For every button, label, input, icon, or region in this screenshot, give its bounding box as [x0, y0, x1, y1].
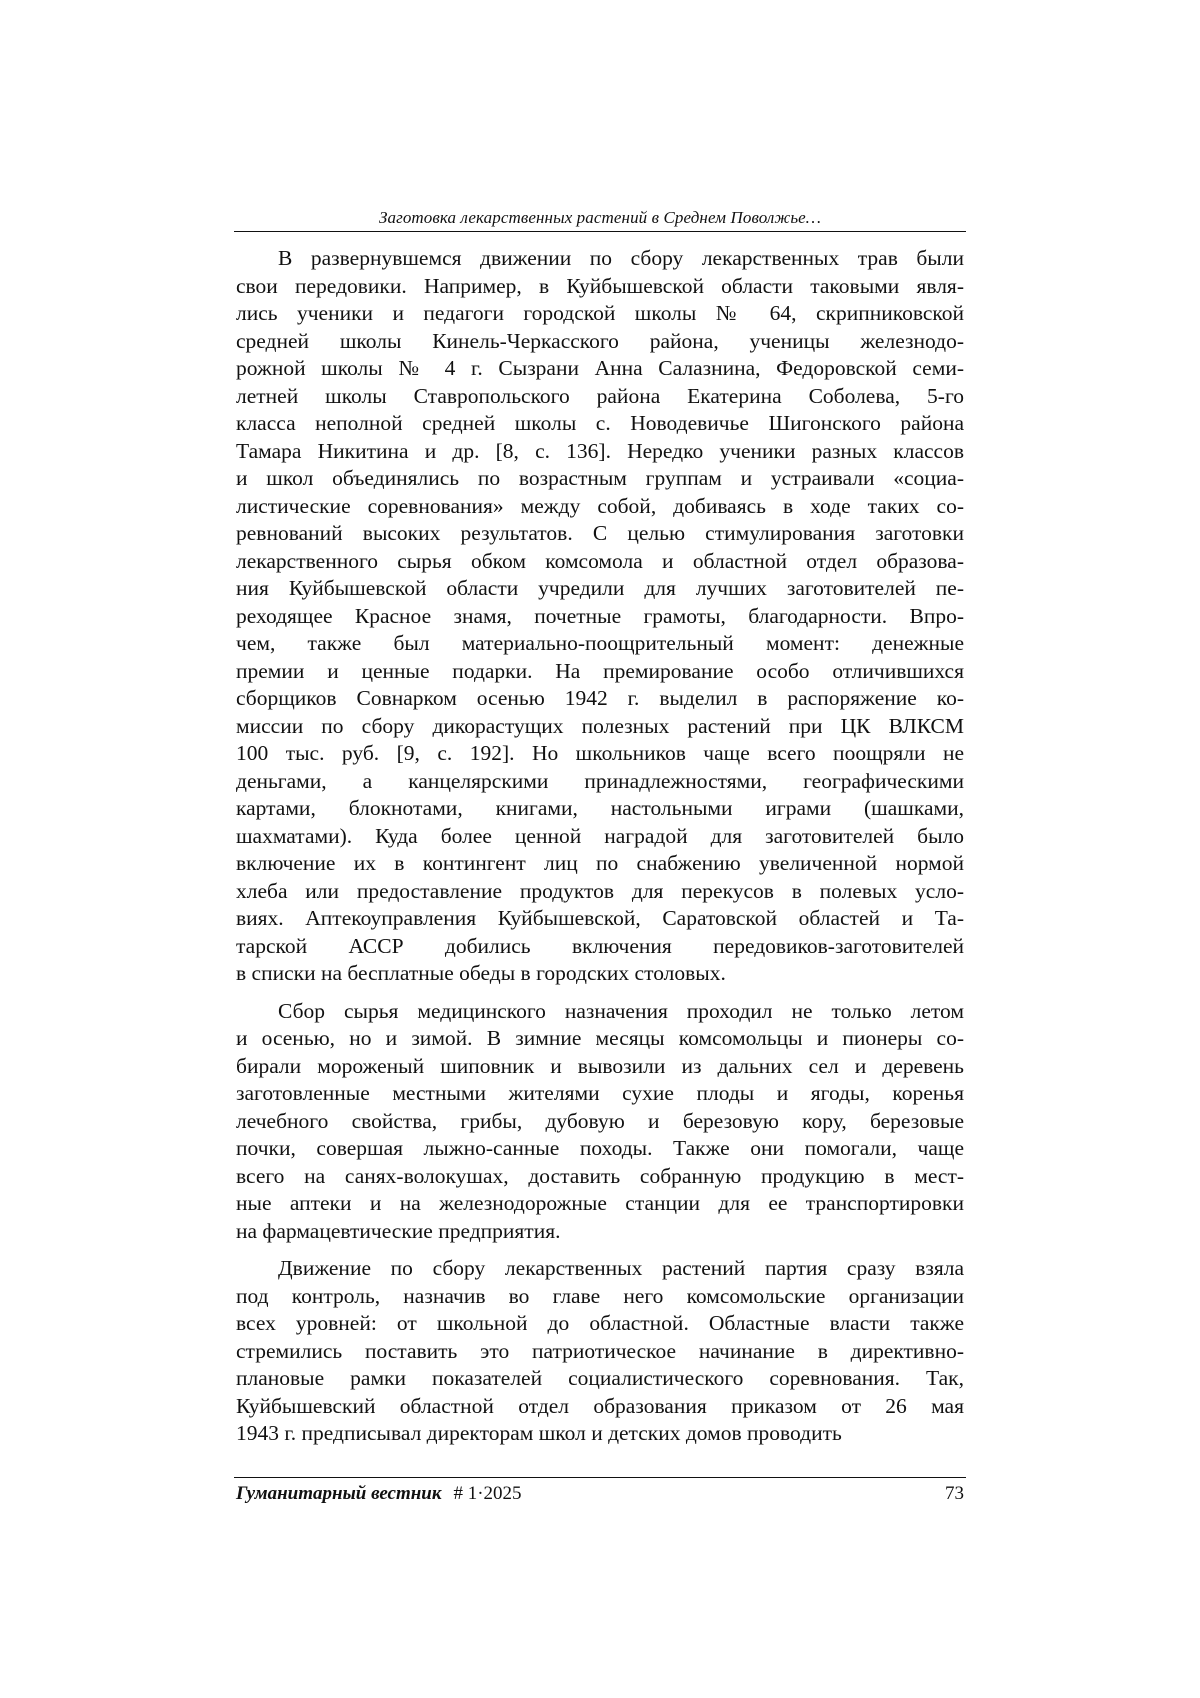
- text-line: Движение по сбору лекарственных растений партия сразу взяла: [278, 1256, 964, 1280]
- text-line: хлеба или предоставление продуктов для перекусов в полевых усло-: [236, 878, 964, 903]
- text-line: ные аптеки и на железнодорожные станции для ее транспортировки: [236, 1191, 964, 1215]
- paragraph-3: [236, 1255, 964, 1448]
- text-line: под контроль, назначив во главе него комсомольские организации: [236, 1283, 964, 1308]
- text-line: виях. Аптекоуправления Куйбышевской, Саратовской областей и Та-: [236, 906, 964, 930]
- text-line: и осенью, но и зимой. В зимние месяцы комсомольцы и пионеры со-: [236, 1026, 964, 1050]
- text-line: включение их в контингент лиц по снабжению увеличенной нормой: [236, 851, 964, 875]
- text-line: свои передовики. Например, в Куйбышевской области таковыми явля-: [236, 273, 964, 298]
- text-line: премии и ценные подарки. На премирование особо отличившихся: [236, 658, 964, 683]
- text-line: картами, блокнотами, книгами, настольными играми (шашками,: [236, 796, 964, 820]
- page-footer: [236, 1481, 964, 1507]
- text-line: листические соревнования» между собой, добиваясь в ходе таких со-: [236, 493, 964, 518]
- text-line: всех уровней: от школьной до областной. Областные власти также: [236, 1311, 964, 1335]
- text-line: миссии по сбору дикорастущих полезных растений при ЦК ВЛКСМ: [236, 713, 964, 738]
- text-line: летней школы Ставропольского района Екатерина Соболева, 5-го: [236, 383, 964, 408]
- text-line: в списки на бесплатные обеды в городских столовых.: [236, 961, 726, 985]
- text-line: лечебного свойства, грибы, дубовую и березовую кору, березовые: [236, 1108, 964, 1133]
- paragraph-2: [236, 998, 964, 1246]
- text-line: шахматами). Куда более ценной наградой для заготовителей было: [236, 823, 964, 848]
- text-line: бирали мороженый шиповник и вывозили из дальних сел и деревень: [236, 1053, 964, 1078]
- text-line: средней школы Кинель-Черкасского района, ученицы железнодо-: [236, 328, 964, 353]
- text-line: заготовленные местными жителями сухие плоды и ягоды, коренья: [236, 1081, 964, 1105]
- text-line: Сбор сырья медицинского назначения проходил не только летом: [278, 998, 964, 1023]
- header-rule: [234, 231, 966, 232]
- text-line: ния Куйбышевской области учредили для лучших заготовителей пе-: [236, 576, 964, 600]
- text-line: деньгами, а канцелярскими принадлежностями, географическими: [236, 768, 964, 793]
- text-line: Тамара Никитина и др. [8, с. 136]. Нередко ученики разных классов: [236, 438, 964, 463]
- text-line: класса неполной средней школы с. Новодевичье Шигонского района: [236, 411, 964, 435]
- running-head-title: Заготовка лекарственных растений в Среднем Поволжье…: [378, 208, 822, 227]
- text-line: ревнований высоких результатов. С целью стимулирования заготовки: [236, 521, 964, 545]
- text-line: плановые рамки показателей социалистического соревнования. Так,: [236, 1366, 964, 1390]
- text-line: лекарственного сырья обком комсомола и областной отдел образова-: [236, 548, 964, 573]
- text-line: стремились поставить это патриотическое начинание в директивно-: [236, 1338, 964, 1363]
- article-body: [236, 245, 964, 1458]
- footer-rule: [234, 1477, 966, 1478]
- text-line: 1943 г. предписывал директорам школ и детских домов проводить: [236, 1421, 842, 1445]
- page-number: 73: [945, 1483, 964, 1504]
- issue-number: # 1·2025: [453, 1483, 522, 1504]
- text-line: почки, совершая лыжно-санные походы. Также они помогали, чаще: [236, 1136, 964, 1160]
- text-line: сборщиков Совнарком осенью 1942 г. выделил в распоряжение ко-: [236, 686, 964, 710]
- text-line: и школ объединялись по возрастным группам и устраивали «социа-: [236, 466, 964, 490]
- text-line: реходящее Красное знамя, почетные грамоты, благодарности. Впро-: [236, 603, 964, 628]
- paragraph-1: [236, 245, 964, 988]
- journal-title: Гуманитарный вестник: [236, 1483, 442, 1504]
- text-line: всего на санях-волокушах, доставить собранную продукцию в мест-: [236, 1163, 964, 1188]
- text-line: Куйбышевский областной отдел образования приказом от 26 мая: [236, 1393, 964, 1418]
- text-line: тарской АССР добились включения передовиков-заготовителей: [236, 933, 964, 958]
- text-line: на фармацевтические предприятия.: [236, 1218, 561, 1243]
- text-line: рожной школы № 4 г. Сызрани Анна Салазнина, Федоровской семи-: [236, 356, 964, 380]
- text-line: В развернувшемся движении по сбору лекарственных трав были: [278, 246, 964, 270]
- text-line: 100 тыс. руб. [9, с. 192]. Но школьников чаще всего поощряли не: [236, 741, 964, 765]
- text-line: лись ученики и педагоги городской школы № 64, скрипниковской: [236, 301, 964, 325]
- text-line: чем, также был материально-поощрительный момент: денежные: [236, 631, 964, 655]
